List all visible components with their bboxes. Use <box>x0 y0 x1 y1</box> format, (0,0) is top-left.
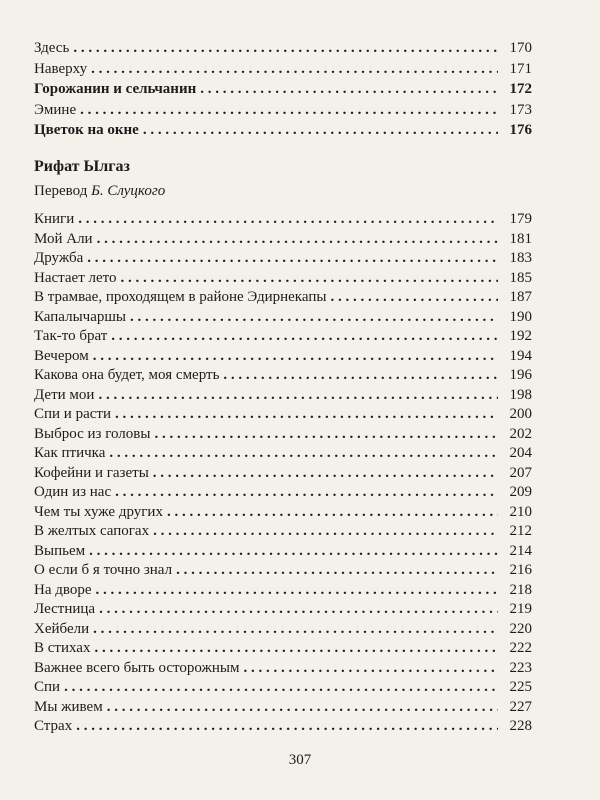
toc-entry-title: Так-то брат <box>34 328 108 344</box>
toc-entry-title: Настает лето <box>34 269 117 286</box>
dot-leader <box>176 561 498 581</box>
toc-entry-page: 190 <box>509 308 532 325</box>
toc-entry-page: 170 <box>509 40 532 56</box>
toc-entry-page: 196 <box>509 367 532 383</box>
toc-entry-title: Хейбели <box>34 620 90 637</box>
dot-leader <box>200 79 498 100</box>
toc-entry-title: Мой Али <box>34 230 93 247</box>
dot-leader <box>87 249 498 269</box>
toc-entry-page: 214 <box>509 542 532 559</box>
toc-entry-title: Книги <box>34 211 75 227</box>
toc-entry-page: 183 <box>509 250 532 266</box>
dot-leader <box>223 366 498 386</box>
toc-entry-page: 173 <box>509 101 532 118</box>
toc-top-section <box>34 38 532 141</box>
toc-entry-page: 187 <box>509 289 532 305</box>
dot-leader <box>109 444 498 464</box>
toc-entry-title: Капалычаршы <box>34 308 126 325</box>
toc-entry <box>34 308 532 328</box>
toc-entry <box>34 464 532 484</box>
toc-entry-page: 218 <box>509 581 532 598</box>
toc-entry-title: В желтых сапогах <box>34 523 150 539</box>
toc-entry-page: 216 <box>509 562 532 578</box>
page-number: 307 <box>288 752 312 768</box>
translator-line <box>34 183 165 200</box>
translator-prefix: Перевод <box>34 183 88 199</box>
toc-entry-title: В трамвае, проходящем в районе Эдирнекапы <box>34 289 327 305</box>
toc-entry-title: Спи и расти <box>34 406 111 422</box>
toc-entry <box>34 639 532 659</box>
toc-entry-title: Цветок на окне <box>34 122 139 138</box>
toc-entry-page: 194 <box>509 347 532 364</box>
dot-leader <box>73 38 498 59</box>
toc-entry <box>34 659 532 679</box>
toc-entry <box>34 79 532 100</box>
toc-entry-page: 202 <box>509 425 532 442</box>
toc-entry <box>34 288 532 308</box>
dot-leader <box>98 386 498 406</box>
toc-entry <box>34 483 532 503</box>
toc-entry-title: Какова она будет, моя смерть <box>34 367 220 383</box>
toc-entry-page: 209 <box>509 484 532 500</box>
toc-entry <box>34 522 532 542</box>
toc-entry-page: 227 <box>509 698 532 715</box>
toc-entry-page: 204 <box>509 445 532 461</box>
toc-entry <box>34 269 532 289</box>
toc-entry <box>34 249 532 269</box>
toc-entry-title: Дети мои <box>34 386 95 403</box>
dot-leader <box>115 483 498 503</box>
toc-entry <box>34 561 532 581</box>
dot-leader <box>93 620 498 640</box>
toc-entry-title: Лестница <box>34 601 96 617</box>
dot-leader <box>243 659 498 679</box>
toc-entry-page: 223 <box>509 659 532 676</box>
dot-leader <box>115 405 498 425</box>
toc-entry <box>34 210 532 230</box>
toc-entry-title: Один из нас <box>34 484 112 500</box>
dot-leader <box>64 678 498 698</box>
toc-entry <box>34 405 532 425</box>
dot-leader <box>89 542 498 562</box>
toc-entry-page: 207 <box>509 464 532 481</box>
toc-entry-title: Важнее всего быть осторожным <box>34 659 240 676</box>
toc-entry-page: 210 <box>509 503 532 520</box>
dot-leader <box>93 347 498 367</box>
toc-entry <box>34 366 532 386</box>
dot-leader <box>96 581 498 601</box>
toc-entry-page: 171 <box>509 60 532 77</box>
toc-entry-page: 185 <box>509 269 532 286</box>
toc-entry <box>34 38 532 59</box>
toc-entry-page: 212 <box>509 523 532 539</box>
dot-leader <box>97 230 498 250</box>
toc-entry-title: Чем ты хуже других <box>34 503 163 520</box>
toc-main-section <box>34 210 532 737</box>
toc-entry-title: В стихах <box>34 640 91 656</box>
dot-leader <box>99 600 498 620</box>
toc-entry-title: Мы живем <box>34 698 103 715</box>
dot-leader <box>130 308 498 328</box>
toc-entry-title: На дворе <box>34 581 92 598</box>
dot-leader <box>143 120 498 141</box>
toc-entry <box>34 347 532 367</box>
dot-leader <box>80 100 498 121</box>
toc-entry-page: 176 <box>509 122 532 138</box>
dot-leader <box>76 717 498 737</box>
toc-entry-title: Эмине <box>34 101 77 118</box>
toc-entry <box>34 581 532 601</box>
toc-entry-page: 181 <box>509 230 532 247</box>
toc-entry <box>34 425 532 445</box>
toc-entry <box>34 698 532 718</box>
toc-entry <box>34 327 532 347</box>
toc-entry <box>34 717 532 737</box>
toc-entry <box>34 678 532 698</box>
dot-leader <box>78 210 498 230</box>
toc-entry-title: Спи <box>34 679 61 695</box>
toc-entry-title: Здесь <box>34 40 70 56</box>
toc-entry-title: Выброс из головы <box>34 425 151 442</box>
toc-entry-title: Как птичка <box>34 445 106 461</box>
toc-entry-page: 225 <box>509 679 532 695</box>
author-heading: Рифат Ылгаз <box>34 158 130 175</box>
dot-leader <box>153 464 498 484</box>
toc-entry-title: Страх <box>34 718 73 734</box>
toc-entry-title: Вечером <box>34 347 89 364</box>
toc-entry <box>34 444 532 464</box>
dot-leader <box>154 425 498 445</box>
dot-leader <box>121 269 498 289</box>
toc-entry-title: Выпьем <box>34 542 86 559</box>
toc-entry-title: Наверху <box>34 60 88 77</box>
toc-entry <box>34 59 532 80</box>
toc-entry <box>34 100 532 121</box>
dot-leader <box>111 327 498 347</box>
toc-entry-page: 219 <box>509 601 532 617</box>
toc-entry-page: 172 <box>509 81 532 97</box>
toc-entry <box>34 620 532 640</box>
dot-leader <box>107 698 498 718</box>
dot-leader <box>91 59 498 80</box>
toc-entry-title: Кофейни и газеты <box>34 464 149 481</box>
toc-entry-page: 192 <box>509 328 532 344</box>
dot-leader <box>167 503 498 523</box>
toc-entry-page: 198 <box>509 386 532 403</box>
toc-entry-page: 179 <box>509 211 532 227</box>
toc-entry <box>34 230 532 250</box>
toc-entry-title: Дружба <box>34 250 84 266</box>
toc-entry-page: 200 <box>509 406 532 422</box>
toc-entry-page: 228 <box>509 718 532 734</box>
toc-entry <box>34 503 532 523</box>
dot-leader <box>94 639 498 659</box>
toc-entry-title: О если б я точно знал <box>34 562 173 578</box>
dot-leader <box>153 522 498 542</box>
dot-leader <box>330 288 498 308</box>
toc-entry-page: 220 <box>509 620 532 637</box>
toc-entry-page: 222 <box>509 640 532 656</box>
toc-entry <box>34 542 532 562</box>
toc-entry <box>34 386 532 406</box>
translator-name: Б. Слуцкого <box>91 183 166 199</box>
toc-entry-title: Горожанин и сельчанин <box>34 81 197 97</box>
toc-entry <box>34 120 532 141</box>
toc-entry <box>34 600 532 620</box>
